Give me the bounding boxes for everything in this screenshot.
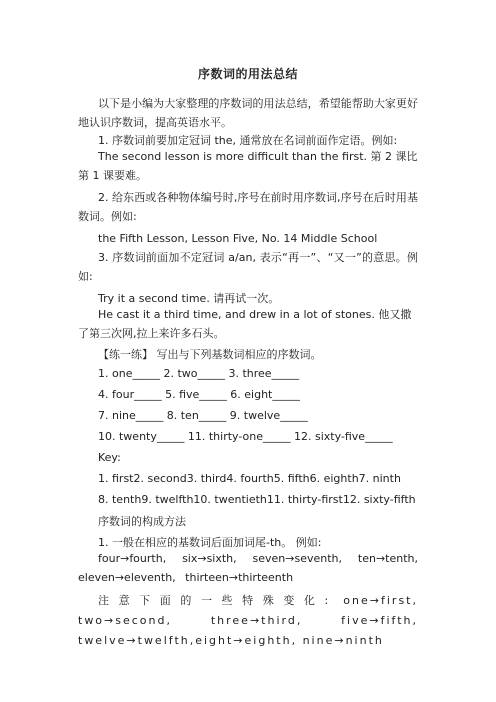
rule-1: 1. 序数词前要加定冠词 the, 通常放在名词前面作定语。例如: xyxy=(98,134,398,147)
key-line: 1. first2. second3. third4. fourth5. fifth6. eighth7. ninth xyxy=(98,472,401,485)
exercise-line: 4. four_____ 5. five_____ 6. eight_____ xyxy=(98,388,300,401)
example-3b: He cast it a third time, and drew in a lot of stones. 他又撒了第三次网,拉上来许多石头。 xyxy=(78,308,412,340)
special-changes-note: 注意下面的一些特殊变化: one→first, two→second, three→third, five→fifth, twelve→twelfth,eight→eighth, nine→ninth xyxy=(78,594,418,647)
example-3a: Try it a second time. 请再试一次。 xyxy=(98,292,280,305)
exercise-title: 【练一练】 写出与下列基数词相应的序数词。 xyxy=(98,348,322,361)
key-line: 8. tenth9. twelfth10. twentieth11. thirty-first12. sixty-fifth xyxy=(98,493,416,506)
rule-3: 3. 序数词前面加不定冠词 a/an, 表示“再一”、“又一”的意思。例如: xyxy=(78,251,418,283)
rule-2: 2. 给东西或各种物体编号时,序号在前时用序数词,序号在后时用基数词。例如: xyxy=(78,191,418,223)
exercise-line: 10. twenty_____ 11. thirty-one_____ 12. sixty-five_____ xyxy=(98,430,393,443)
exercise-line: 7. nine_____ 8. ten_____ 9. twelve_____ xyxy=(98,409,308,422)
section-heading: 序数词的构成方法 xyxy=(98,515,186,528)
method-1: 1. 一般在相应的基数词后面加词尾-th。 例如: xyxy=(98,536,322,549)
method-1-example: four→fourth, six→sixth, seven→seventh, ten→tenth, eleven→eleventh, thirteen→thirteenth xyxy=(78,552,418,584)
exercise-line: 1. one_____ 2. two_____ 3. three_____ xyxy=(98,367,300,380)
example-1: The second lesson is more difficult than the first. 第 2 课比第 1 课要难。 xyxy=(78,150,418,182)
intro-paragraph: 以下是小编为大家整理的序数词的用法总结，希望能帮助大家更好地认识序数词，提高英语水平。 xyxy=(78,97,418,129)
key-label: Key: xyxy=(98,451,121,464)
example-2: the Fifth Lesson, Lesson Five, No. 14 Middle School xyxy=(98,232,378,245)
page-title: 序数词的用法总结 xyxy=(197,67,298,81)
